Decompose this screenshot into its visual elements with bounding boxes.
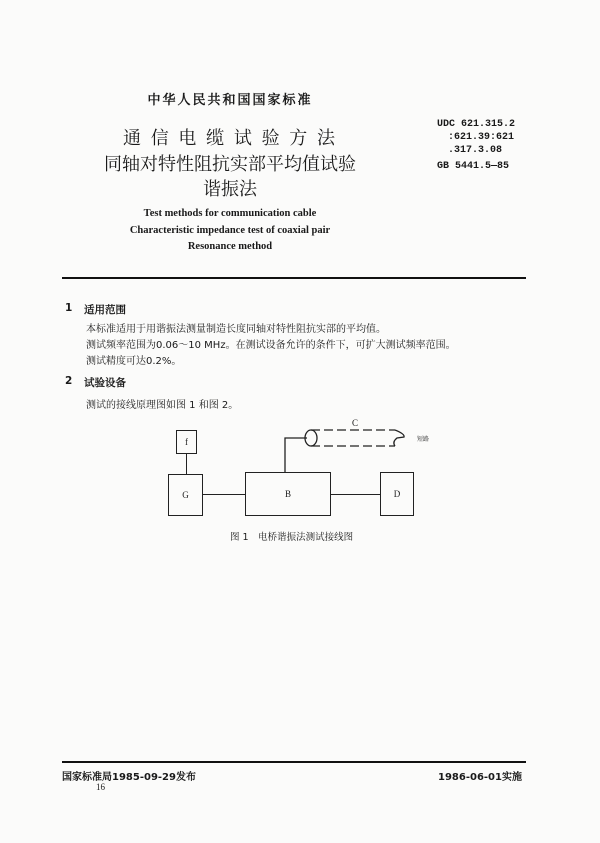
english-title-1: Test methods for communication cable	[143, 208, 317, 219]
page-number: 16	[96, 782, 105, 792]
label-f: f	[185, 437, 188, 447]
generator-box	[168, 474, 203, 516]
section-2-number: 2	[65, 375, 73, 387]
title-line-3: 谐振法	[203, 179, 257, 200]
title-line-2: 同轴对特性阻抗实部平均值试验	[104, 154, 356, 175]
coaxial-cable-drawing	[280, 425, 410, 475]
section-1-heading: 适用范围	[84, 304, 126, 316]
section-1-number: 1	[65, 302, 73, 314]
header-divider	[62, 277, 526, 279]
wire	[186, 454, 187, 475]
section-2-heading: 试验设备	[84, 377, 126, 389]
label-d: D	[393, 489, 401, 499]
label-c: C	[352, 418, 359, 428]
issue-date: 国家标准局1985-09-29发布	[62, 772, 196, 783]
section-2-para-1: 测试的接线原理图如图 1 和图 2。	[86, 400, 239, 411]
detector-box	[380, 472, 414, 516]
wire	[203, 494, 245, 495]
gb-number: GB 5441.5—85	[437, 161, 510, 172]
udc-code: UDC 621.315.2	[437, 119, 516, 130]
wire	[331, 494, 381, 495]
section-1-para-3: 测试精度可达0.2%。	[86, 356, 182, 367]
label-b: B	[284, 489, 291, 499]
effective-date: 1986-06-01实施	[438, 772, 522, 783]
title-line-1: 通 信 电 缆 试 验 方 法	[122, 128, 338, 149]
udc-code-3: .317.3.08	[448, 145, 503, 156]
bridge-box	[245, 472, 331, 516]
english-title-3: Resonance method	[187, 241, 273, 252]
frequency-meter-box	[176, 430, 197, 454]
section-1-para-2: 测试频率范围为0.06～10 MHz。在测试设备允许的条件下，可扩大测试频率范围。	[86, 340, 456, 351]
footer-divider	[62, 761, 526, 763]
label-short-circuit: 短路	[417, 436, 430, 443]
standard-header: 中华人民共和国国家标准	[147, 93, 313, 108]
figure-caption: 图 1 电桥谐振法测试接线图	[230, 532, 354, 543]
section-1-para-1: 本标准适用于用谐振法测量制造长度同轴对特性阻抗实部的平均值。	[86, 324, 386, 335]
english-title-2: Characteristic impedance test of coaxial pair	[129, 225, 331, 236]
label-g: G	[182, 490, 189, 500]
udc-code-2: :621.39:621	[448, 132, 515, 143]
